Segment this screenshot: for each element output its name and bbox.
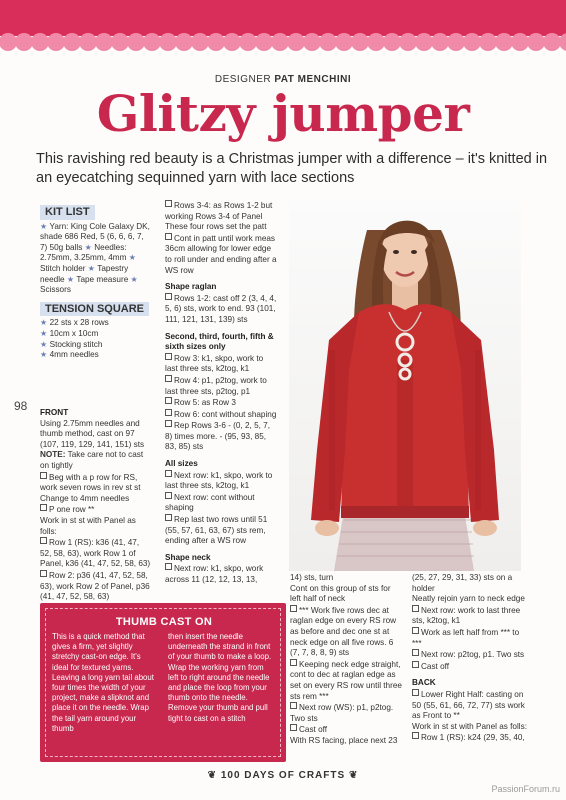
- pattern-column-2: Rows 3-4: as Rows 1-2 but working Rows 3-4 of Panel These four rows set the patt Cont in patt until work meas 36cm allowing for lower edge to roll under and ending after a WS row Shape raglan Rows 1-2: cast off 2 (3, 4, 4, 5, 6) sts, work to end. 93 (101, 111, 121, 131, 139) sts Second, third, fourth, fifth & sixth sizes only Row 3: k1, skpo, work to last three sts, k2tog, k1 Row 4: p1, p2tog, work to last three sts, p2tog, p1 Row 5: as Row 3 Row 6: cont without shaping Rep Rows 3-6 - (0, 2, 5, 7, 8) times more. - (95, 93, 85, 83, 85) sts All sizes Next row: k1, skpo, work to last three sts, k2tog, k1 Next row: cont without shaping Rep last two rows until 51 (55, 57, 61, 63, 67) sts rem, ending after a WS row Shape neck Next row: k1, skpo, work across 11 (12, 12, 13, 13,: [165, 201, 277, 584]
- checkbox-icon: [165, 492, 172, 499]
- checkbox-icon: [165, 470, 172, 477]
- pattern-column-3: 14) sts, turn Cont on this group of sts for left half of neck *** Work five rows dec at raglan edge on every RS row as before and dec one st at neck edge on all five rows. 6 (7, 7, 8, 8, 9) sts Keeping neck edge straight, cont to dec at raglan edge as set on every RS row until three sts rem *** Next row (WS): p1, p2tog. Two sts Cast off With RS facing, place next 23: [290, 573, 402, 745]
- designer-credit: DESIGNER PAT MENCHINI: [214, 74, 352, 85]
- scallop-mark: [31, 33, 49, 51]
- checkbox-icon: [290, 605, 297, 612]
- checkbox-icon: [165, 409, 172, 416]
- scallop-mark: [479, 33, 497, 51]
- checkbox-icon: [165, 353, 172, 360]
- scallop-mark: [63, 33, 81, 51]
- thumb-cast-on-text-right: then insert the needle underneath the strand in front of your thumb to make a loop. Wrap the working yarn from left to right around the needle and place the loop from your thumb onto the needle. Remove your thumb and pull tight to cast on a stitch: [168, 632, 272, 723]
- sizes-heading: Second, third, fourth, fifth & sixth sizes only: [165, 331, 274, 352]
- checkbox-icon: [40, 537, 47, 544]
- scallop-mark: [15, 33, 33, 51]
- scallop-mark: [207, 33, 225, 51]
- thumb-cast-on-heading: THUMB CAST ON: [115, 616, 213, 628]
- scallop-mark: [351, 33, 369, 51]
- shape-neck-heading: Shape neck: [165, 552, 211, 562]
- checkbox-icon: [165, 420, 172, 427]
- checkbox-icon: [165, 233, 172, 240]
- scallop-mark: [511, 33, 529, 51]
- scallop-mark: [527, 33, 545, 51]
- scallop-mark: [47, 33, 65, 51]
- checkbox-icon: [165, 200, 172, 207]
- scallop-mark: [159, 33, 177, 51]
- checkbox-icon: [165, 375, 172, 382]
- leaf-icon: ❦: [348, 770, 359, 781]
- star-icon: ★: [66, 274, 75, 284]
- checkbox-icon: [412, 732, 419, 739]
- page-number: 98: [14, 399, 28, 413]
- star-icon: ★: [40, 318, 48, 328]
- scallop-mark: [111, 33, 129, 51]
- tension-item: ★ 4mm needles: [40, 350, 99, 360]
- shape-raglan-heading: Shape raglan: [165, 282, 217, 292]
- tension-heading: TENSION SQUARE: [40, 302, 149, 317]
- checkbox-icon: [40, 570, 47, 577]
- scallop-mark: [175, 33, 193, 51]
- checkbox-icon: [165, 514, 172, 521]
- checkbox-icon: [290, 659, 297, 666]
- scallop-mark: [335, 33, 353, 51]
- thumb-cast-on-text-left: This is a quick method that gives a firm, yet slightly stretchy cast-on edge. It's ideal for textured yarns. Leaving a long yarn tail about four times the width of your project, make a slipknot and place it on the needle. Wrap the tail yarn around your thumb: [52, 632, 154, 733]
- kit-list-items: ★ Yarn: King Cole Galaxy DK, shade 686 Red, 5 (6, 6, 6, 7, 7) 50g balls ★ Needles: 2.75mm, 3.25mm, 4mm ★ Stitch holder ★ Tapestry needle ★ Tape measure ★ Scissors: [40, 221, 150, 295]
- checkbox-icon: [412, 661, 419, 668]
- scallop-mark: [431, 33, 449, 51]
- scallop-mark: [383, 33, 401, 51]
- checkbox-icon: [165, 293, 172, 300]
- scallop-mark: [191, 33, 209, 51]
- scallop-mark: [287, 33, 305, 51]
- checkbox-icon: [165, 397, 172, 404]
- star-icon: ★: [40, 328, 48, 338]
- checkbox-icon: [40, 472, 47, 479]
- kit-list-heading: KIT LIST: [40, 205, 95, 220]
- scallop-mark: [463, 33, 481, 51]
- star-icon: ★: [87, 263, 96, 273]
- tension-square: [40, 302, 152, 361]
- scallop-mark: [399, 33, 417, 51]
- tension-item: ★ 10cm x 10cm: [40, 328, 99, 338]
- scallop-mark: [79, 33, 97, 51]
- scallop-mark: [543, 33, 561, 51]
- back-heading: BACK: [412, 678, 436, 688]
- checkbox-icon: [412, 649, 419, 656]
- footer: ❦ 100 DAYS OF CRAFTS ❦: [207, 770, 359, 781]
- page-title: Glitzy jumper: [96, 84, 470, 143]
- scallop-mark: [95, 33, 113, 51]
- star-icon: ★: [128, 253, 137, 263]
- checkbox-icon: [290, 702, 297, 709]
- scallop-mark: [239, 33, 257, 51]
- scallop-mark: [143, 33, 161, 51]
- scallop-mark: [447, 33, 465, 51]
- star-icon: ★: [130, 274, 138, 284]
- pattern-column-4: (25, 27, 29, 31, 33) sts on a holder Neatly rejoin yarn to neck edge Next row: work to last three sts, k2tog, k1 Work as left half from *** to *** Next row: p2tog, p1. Two sts Cast off BACK Lower Right Half: casting on 50 (55, 61, 66, 72, 77) sts work as Front to ** Work in st st with Panel as folls: Row 1 (RS): k24 (29, 35, 40,: [412, 573, 527, 743]
- scallop-mark: [271, 33, 289, 51]
- star-icon: ★: [40, 350, 48, 360]
- scallop-mark: [223, 33, 241, 51]
- scallop-mark: [303, 33, 321, 51]
- scallop-mark: [127, 33, 145, 51]
- checkbox-icon: [165, 563, 172, 570]
- page-subtitle: This ravishing red beauty is a Christmas jumper with a difference – it's knitted in an eyecatching sequinned yarn with lace sections: [36, 151, 548, 186]
- scallop-mark: [367, 33, 385, 51]
- star-icon: ★: [84, 242, 92, 252]
- scallop-mark: [415, 33, 433, 51]
- scallop-mark: [319, 33, 337, 51]
- thumb-cast-on-box: [40, 603, 286, 762]
- scalloped-border: [0, 0, 566, 55]
- checkbox-icon: [412, 689, 419, 696]
- checkbox-icon: [290, 724, 297, 731]
- jumper-illustration: [289, 200, 521, 571]
- leaf-icon: ❦: [207, 770, 218, 781]
- star-icon: ★: [40, 339, 48, 349]
- scallop-mark: [495, 33, 513, 51]
- checkbox-icon: [40, 504, 47, 511]
- scallop-mark: [255, 33, 273, 51]
- tension-item: ★ 22 sts x 28 rows: [40, 318, 109, 328]
- front-heading: FRONT: [40, 408, 69, 417]
- all-sizes-heading: All sizes: [165, 459, 198, 469]
- checkbox-icon: [412, 605, 419, 612]
- tension-item: ★ Stocking stitch: [40, 339, 103, 349]
- model-photo: [289, 200, 521, 571]
- kit-list: [40, 205, 152, 361]
- front-section: FRONT Using 2.75mm needles and thumb method, cast on 97 (107, 119, 129, 141, 151) sts NOTE: Take care not to cast on tightly Beg with a p row for RS, work seven rows in rev st st Change to 4mm needles P one row ** Work in st st with Panel as folls: Row 1 (RS): k36 (41, 47, 52, 58, 63), work Row 1 of Panel, k36 (41, 47, 52, 58, 63) Row 2: p36 (41, 47, 52, 58, 63), work Row 2 of Panel, p36 (41, 47, 52, 58, 63): [40, 408, 151, 602]
- watermark: PassionForum.ru: [491, 784, 560, 794]
- star-icon: ★: [40, 221, 48, 231]
- checkbox-icon: [412, 627, 419, 634]
